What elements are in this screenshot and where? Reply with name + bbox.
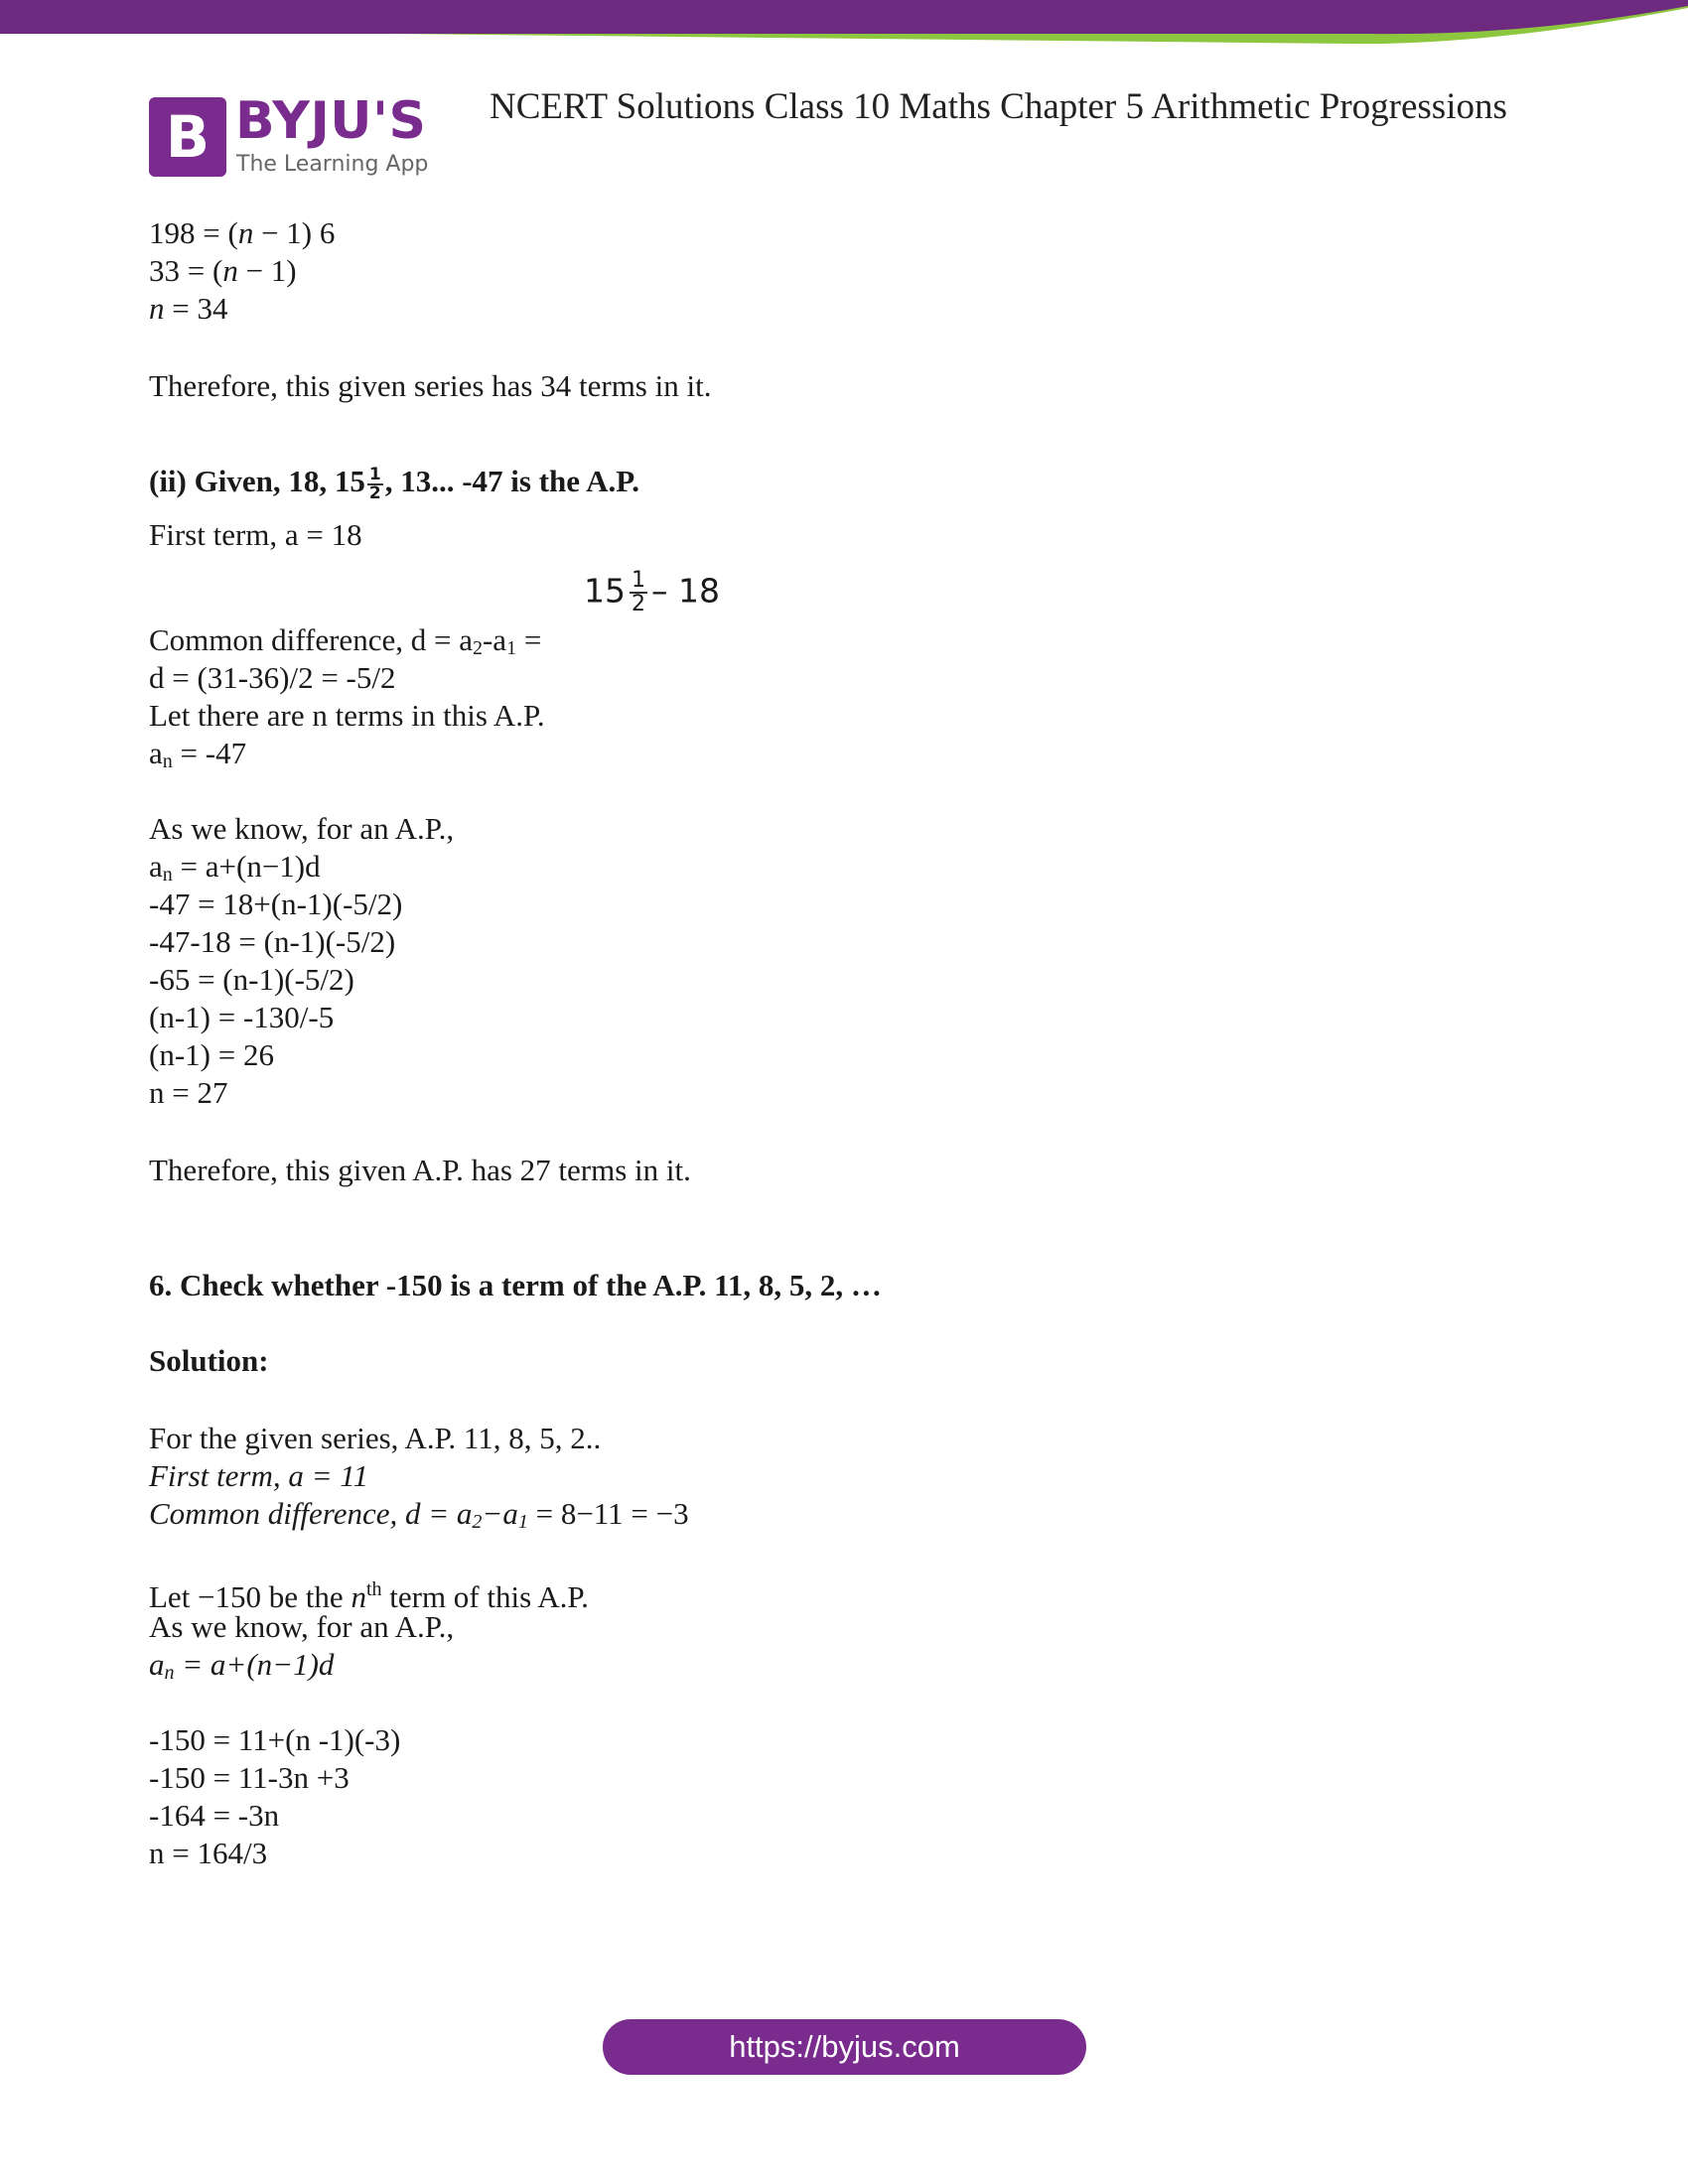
- first-term-line: First term, a = 18: [149, 517, 362, 552]
- solution-label: Solution:: [149, 1343, 269, 1378]
- as-we-know-line: As we know, for an A.P.,: [149, 1609, 455, 1644]
- byjus-logo: [149, 91, 437, 179]
- formula-line: $a_n = a+(n-1)d$: [149, 849, 321, 886]
- equation-line: -65 = (n-1)(-5/2): [149, 962, 354, 997]
- logo-tagline: The Learning App: [236, 152, 429, 177]
- an-line: $a_n = -47$: [149, 736, 247, 772]
- equation-line: n = 164/3: [149, 1836, 268, 1870]
- first-term-line: First term, a = 11: [149, 1458, 368, 1493]
- equation-line: 198 = (n − 1) 6: [149, 215, 336, 250]
- common-difference-line: Common difference, $d = a_2-a_1 = 8-11 = -3$: [149, 1496, 689, 1533]
- equation-line: -47-18 = (n-1)(-5/2): [149, 924, 396, 959]
- part-ii-heading: (ii) Given, 18, 15 $\frac{1}{2}$ , 13... -47 is the A.P.: [149, 464, 640, 503]
- equation-line: -47 = 18+(n-1)(-5/2): [149, 887, 403, 921]
- equation-line: (n-1) = 26: [149, 1037, 274, 1072]
- equation-line: -150 = 11-3n +3: [149, 1760, 350, 1795]
- common-difference-expression: 15 $\frac{1}{2}$ – 18: [584, 568, 720, 616]
- equation-line: 33 = (n − 1): [149, 253, 297, 288]
- formula-line: $a_n = a+(n-1)d$: [149, 1647, 335, 1684]
- let-n-line: Let there are n terms in this A.P.: [149, 698, 545, 733]
- equation-line: (n-1) = -130/-5: [149, 1000, 335, 1034]
- equation-line: -150 = 11+(n -1)(-3): [149, 1722, 401, 1757]
- conclusion-text: Therefore, this given series has 34 terms in it.: [149, 368, 712, 403]
- as-we-know-line: As we know, for an A.P.,: [149, 811, 455, 846]
- given-line: For the given series, A.P. 11, 8, 5, 2..: [149, 1421, 602, 1455]
- d-value-line: d = (31-36)/2 = -5/2: [149, 660, 396, 695]
- header-decorative-bar: [0, 0, 1688, 60]
- let-nth-term-line: Let −150 be the $n^{th}$ term of this A.P.: [149, 1578, 589, 1614]
- common-difference-line: Common difference, $d = a_2-a_1$ =: [149, 622, 542, 659]
- equation-line: -164 = -3n: [149, 1798, 280, 1833]
- equation-line: n = 34: [149, 291, 228, 326]
- logo-name: BYJU'S: [235, 91, 427, 151]
- equation-line: n = 27: [149, 1075, 228, 1110]
- conclusion-text: Therefore, this given A.P. has 27 terms in it.: [149, 1153, 691, 1187]
- page-title: NCERT Solutions Class 10 Maths Chapter 5 Arithmetic Progressions: [490, 86, 1507, 127]
- question-6-heading: 6. Check whether -150 is a term of the A.P. 11, 8, 5, 2, …: [149, 1268, 882, 1302]
- footer-url-link[interactable]: https://byjus.com: [603, 2019, 1086, 2075]
- logo-mark: B: [149, 97, 226, 177]
